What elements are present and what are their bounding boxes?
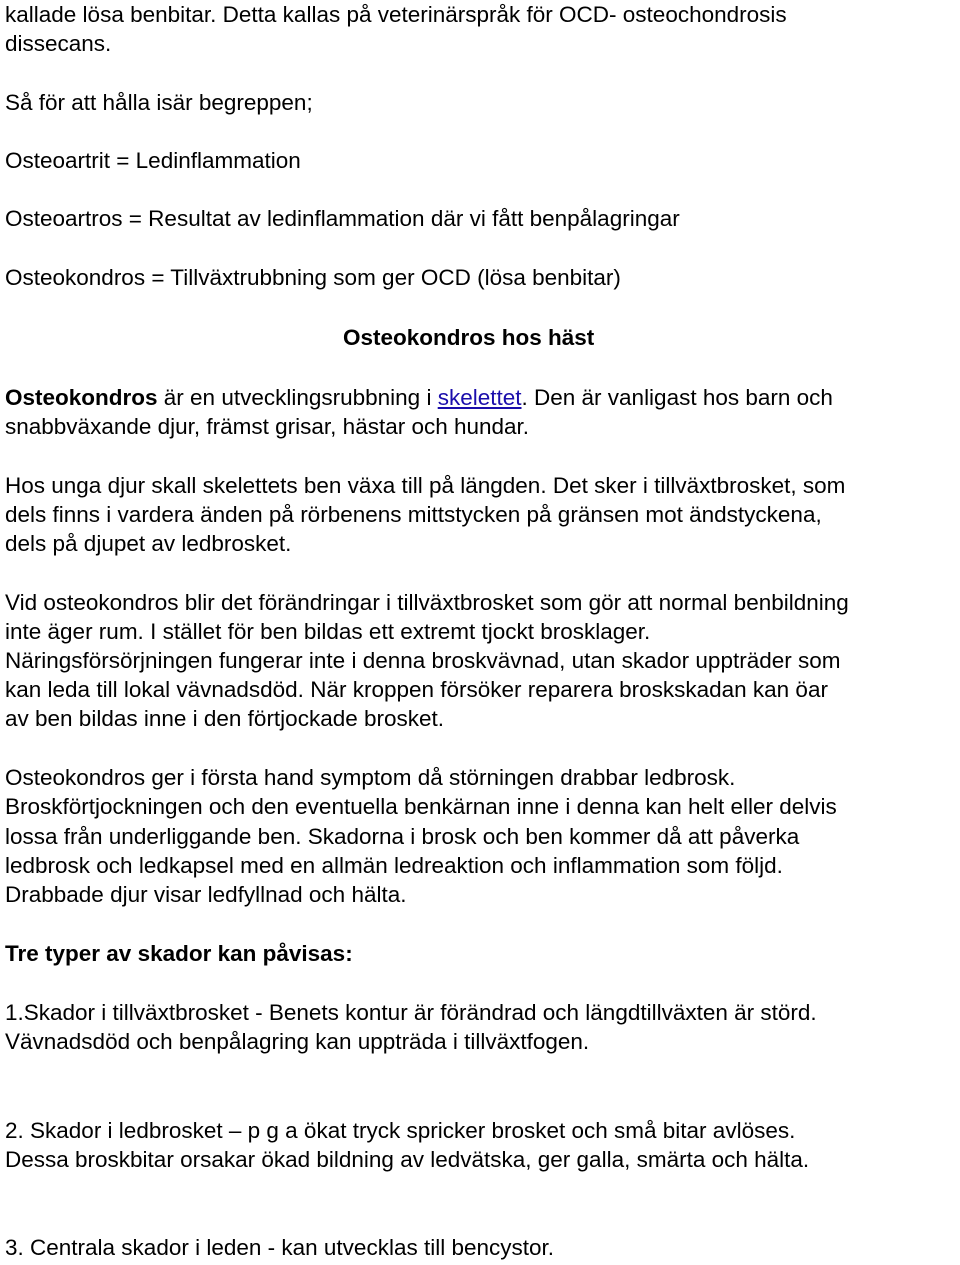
para3-line-2: inte äger rum. I stället för ben bildas ett extremt tjockt brosklager.	[5, 619, 651, 644]
para4-line-5: Drabbade djur visar ledfyllnad och hälta.	[5, 882, 407, 907]
type-3-line-1: 3. Centrala skador i leden - kan utvecklas till bencystor.	[5, 1235, 555, 1260]
para1-line-2: snabbväxande djur, främst grisar, hästar och hundar.	[5, 414, 530, 439]
intro-line-1: kallade lösa benbitar. Detta kallas på veterinärspråk för OCD- osteochondrosis	[5, 2, 787, 27]
para4-line-3: lossa från underliggande ben. Skadorna i brosk och ben kommer då att påverka	[5, 824, 800, 849]
definition-osteokondros: Osteokondros = Tillväxtrubbning som ger OCD (lösa benbitar)	[5, 265, 621, 290]
para4-line-4: ledbrosk och ledkapsel med en allmän ledreaktion och inflammation som följd.	[5, 853, 783, 878]
type-2-line-1: 2. Skador i ledbrosket – p g a ökat tryck spricker brosket och små bitar avlöses.	[5, 1118, 796, 1143]
para2-line-2: dels finns i vardera änden på rörbenens mittstycken på gränsen mot ändstyckena,	[5, 502, 822, 527]
para3-line-5: av ben bildas inne i den förtjockade brosket.	[5, 706, 445, 731]
type-2-line-2: Dessa broskbitar orsakar ökad bildning av ledvätska, ger galla, smärta och hälta.	[5, 1147, 810, 1172]
types-heading: Tre typer av skador kan påvisas:	[5, 941, 353, 966]
type-1-line-2: Vävnadsdöd och benpålagring kan uppträda i tillväxtfogen.	[5, 1029, 590, 1054]
para2-line-1: Hos unga djur skall skelettets ben växa till på längden. Det sker i tillväxtbrosket, som	[5, 473, 846, 498]
bold-term: Osteokondros	[5, 385, 158, 410]
definition-osteoartros: Osteoartros = Resultat av ledinflammation där vi fått benpålagringar	[5, 206, 680, 231]
intro-line-2: dissecans.	[5, 31, 112, 56]
type-1-line-1: 1.Skador i tillväxtbrosket - Benets kontur är förändrad och längdtillväxten är störd.	[5, 1000, 817, 1025]
para4-line-1: Osteokondros ger i första hand symptom då störningen drabbar ledbrosk.	[5, 765, 736, 790]
para1-line-1	[5, 383, 833, 412]
definition-osteoartrit: Osteoartrit = Ledinflammation	[5, 148, 301, 173]
para1-text-after-link: . Den är vanligast hos barn och	[521, 385, 833, 410]
section-title: Osteokondros hos häst	[343, 325, 595, 350]
skelettet-link[interactable]: skelettet	[437, 385, 522, 410]
para1-text-before-link: är en utvecklingsrubbning i	[157, 385, 438, 410]
para2-line-3: dels på djupet av ledbrosket.	[5, 531, 292, 556]
definitions-lead: Så för att hålla isär begreppen;	[5, 90, 313, 115]
para4-line-2: Broskförtjockningen och den eventuella benkärnan inne i denna kan helt eller delvis	[5, 794, 837, 819]
para3-line-4: kan leda till lokal vävnadsdöd. När kroppen försöker reparera broskskadan kan öar	[5, 677, 828, 702]
para3-line-3: Näringsförsörjningen fungerar inte i denna broskvävnad, utan skador uppträder som	[5, 648, 841, 673]
para3-line-1: Vid osteokondros blir det förändringar i tillväxtbrosket som gör att normal benbildning	[5, 590, 849, 615]
